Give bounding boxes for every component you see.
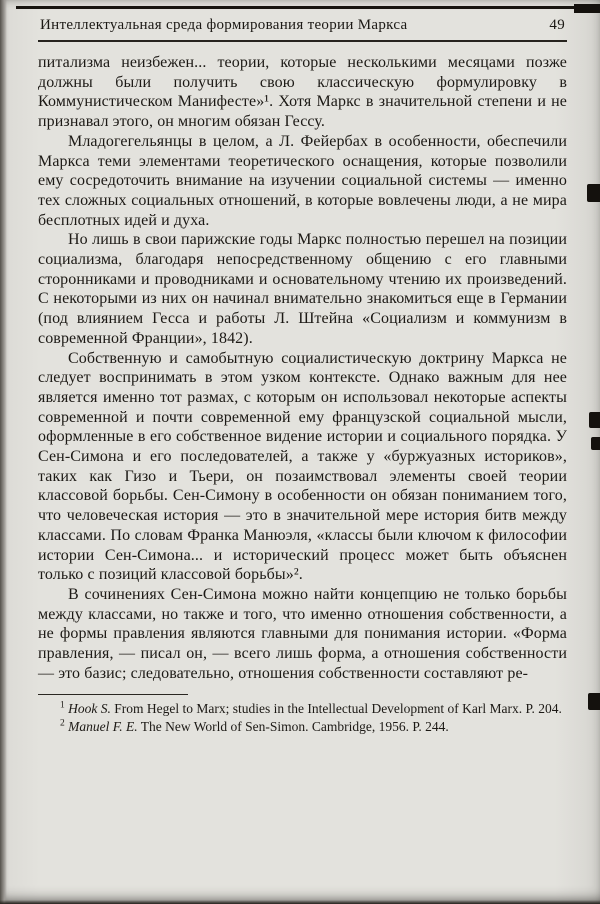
footnote-2: [38, 718, 567, 736]
body-paragraph-1: питализма неизбежен... теории, которые несколькими месяцами позже должны были получить свою классическую формулировку в Коммунистическом Манифесте»¹. Хотя Маркс в значительной степени и не признавал этого, он многим обязан Гессу.: [38, 54, 567, 131]
footnote-author-1: Hook S.: [68, 700, 111, 716]
footnote-marker-1: 1: [60, 700, 65, 710]
footnote-text-2: The New World of Sen-Simon. Cambridge, 1956. P. 244.: [140, 718, 449, 734]
body-paragraph-4: Собственную и самобытную социалистическую доктрину Маркса не следует воспринимать в этом узком контексте. Однако важным для нее является именно тот размах, с которым он использовал некоторые аспекты современной и почти современной ему французской социальной мысли, оформленные в его собственное видение истории и социального порядка. У Сен-Симона и его последователей, а также у «буржуазных историков», таких как Гизо и Тьери, он позаимствовал элементы своей теории классовой борьбы. Сен-Симону в особенности он обязан пониманием того, что человеческая история — это в значительной мере история битв между классами. По словам Франка Манюэля, «классы были ключом к философии истории Сен-Симона... и исторический процесс может быть объяснен только с позиций классовой борьбы»².: [38, 349, 567, 584]
body-text: [38, 53, 567, 684]
footnote-separator: [38, 694, 188, 695]
body-paragraph-2: Младогегельянцы в целом, а Л. Фейербах в особенности, обеспечили Маркса теми элементами теоретического оснащения, которые позволили ему сосредоточить внимание на изучении социальной системы — именно тех сложных социальных отношений, в которые вовлечены люди, а не мира бесплотных идей и духа.: [38, 132, 567, 229]
footnote-marker-2: 2: [60, 718, 65, 728]
running-title: Интеллектуальная среда формирования теории Маркса: [40, 17, 408, 33]
footnote-author-2: Manuel F. E.: [68, 718, 138, 734]
footnotes: [38, 700, 567, 736]
page-number: 49: [549, 17, 565, 33]
page-header: [38, 15, 567, 40]
footnote-1: [38, 700, 567, 718]
footnote-text-1: From Hegel to Marx; studies in the Intellectual Development of Karl Marx. P. 204.: [114, 700, 562, 716]
body-paragraph-3: Но лишь в свои парижские годы Маркс полностью перешел на позиции социализма, благодаря непосредственному общению с его главными сторонниками и проводниками и основательному чтению их произведений. С некоторыми из них он начинал внимательно знакомиться еще в Германии (под влиянием Гесса и работы Л. Штейна «Социализм и коммунизм в современной Франции», 1842).: [38, 231, 567, 347]
body-paragraph-5: В сочинениях Сен-Симона можно найти концепцию не только борьбы между классами, но также и того, что именно отношения собственности, а не формы правления являются главными для понимания истории. «Форма правления, — писал он, — всего лишь форма, а отношения собственности — это базис; следовательно, отношения собственности составляют ре-: [38, 585, 567, 682]
header-rule: [38, 40, 567, 42]
